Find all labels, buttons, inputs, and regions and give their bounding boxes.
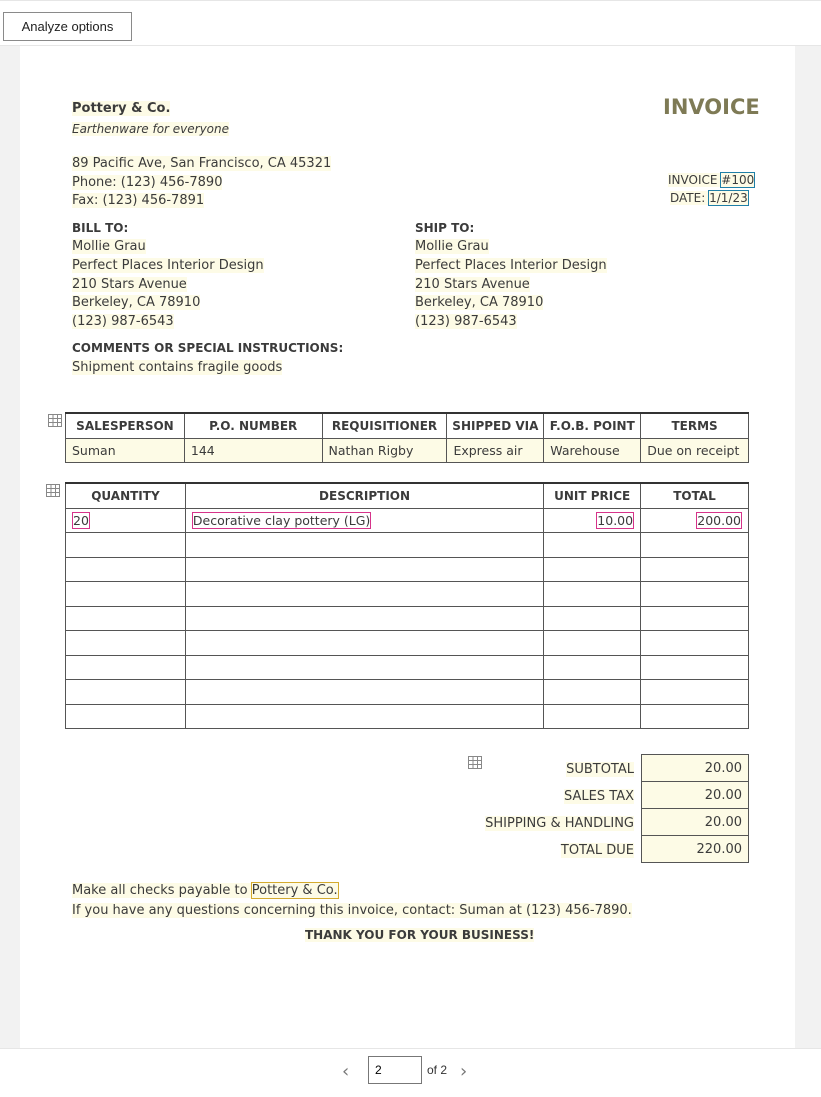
table-header: TOTAL [641,483,749,508]
invoice-date-field[interactable]: 1/1/23 [709,191,748,205]
ship-to-street: 210 Stars Avenue [415,277,530,292]
salesperson-cell: Suman [66,438,185,462]
chevron-right-icon[interactable]: › [460,1061,468,1082]
line-items-table [65,482,749,729]
comments-text: Shipment contains fragile goods [72,360,283,375]
document-viewer[interactable] [0,46,821,1048]
sales-tax-label: SALES TAX [564,789,634,804]
shipped-via-cell: Express air [447,438,544,462]
table-icon[interactable] [46,484,60,497]
pager-bar [0,1048,821,1097]
table-header: TERMS [641,413,749,438]
table-header: SALESPERSON [66,413,185,438]
table-header-row [66,413,749,438]
invoice-number-label: INVOICE [668,173,718,187]
ship-to-name: Mollie Grau [415,239,489,254]
ship-to-city: Berkeley, CA 78910 [415,295,544,310]
shipping-info-table [65,412,749,463]
unit-price-cell [544,508,641,533]
description-cell [185,508,543,533]
unit-price-field[interactable]: 10.00 [597,512,634,528]
fob-point-cell: Warehouse [544,438,641,462]
bill-to-phone: (123) 987-6543 [72,314,174,329]
bill-to-company: Perfect Places Interior Design [72,258,264,273]
table-header: QUANTITY [66,483,186,508]
total-due-value: 220.00 [642,836,749,863]
page-count-label: of 2 [427,1063,448,1077]
table-icon[interactable] [468,756,482,769]
chevron-left-icon[interactable]: ‹ [342,1061,350,1082]
ship-to-heading: SHIP TO: [415,221,475,235]
table-row [66,606,749,631]
checks-payee-field[interactable]: Pottery & Co. [251,883,338,898]
company-address: 89 Pacific Ave, San Francisco, CA 45321 [72,156,332,171]
table-header-row [66,483,749,508]
bill-to-city: Berkeley, CA 78910 [72,295,201,310]
company-name: Pottery & Co. [72,101,171,116]
page-number-input[interactable] [368,1056,422,1084]
invoice-number-row [668,173,754,187]
shipping-handling-label: SHIPPING & HANDLING [485,816,634,831]
table-row [66,582,749,607]
table-header: F.O.B. POINT [544,413,641,438]
table-header: SHIPPED VIA [447,413,544,438]
table-row [66,438,749,462]
table-row [66,533,749,558]
questions-line: If you have any questions concerning this invoice, contact: Suman at (123) 456-7890. [72,903,632,918]
terms-cell: Due on receipt [641,438,749,462]
ship-to-company: Perfect Places Interior Design [415,258,607,273]
company-tagline: Earthenware for everyone [72,122,230,136]
sales-tax-value: 20.00 [642,782,749,809]
line-total-field[interactable]: 200.00 [697,512,741,528]
totals-table [641,754,749,863]
checks-payable-line [72,883,338,898]
total-due-label: TOTAL DUE [560,843,634,858]
table-row [66,680,749,705]
table-header: UNIT PRICE [544,483,641,508]
table-row [66,655,749,680]
description-field[interactable]: Decorative clay pottery (LG) [192,512,371,528]
po-number-cell: 144 [184,438,322,462]
thank-you-line: THANK YOU FOR YOUR BUSINESS! [305,928,535,942]
bill-to-street: 210 Stars Avenue [72,277,187,292]
ship-to-phone: (123) 987-6543 [415,314,517,329]
table-row [66,704,749,729]
invoice-document [0,46,821,1048]
table-header: REQUISITIONER [322,413,447,438]
bill-to-name: Mollie Grau [72,239,146,254]
table-row [66,508,749,533]
invoice-number-field[interactable]: #100 [721,173,755,187]
company-fax: Fax: (123) 456-7891 [72,193,205,208]
checks-payable-prefix: Make all checks payable to [72,883,248,898]
requisitioner-cell: Nathan Rigby [322,438,447,462]
table-row [66,631,749,656]
analyze-options-button[interactable]: Analyze options [3,12,132,41]
table-header: P.O. NUMBER [184,413,322,438]
invoice-title: INVOICE [663,95,760,119]
comments-heading: COMMENTS OR SPECIAL INSTRUCTIONS: [72,341,344,355]
table-row [66,557,749,582]
shipping-handling-value: 20.00 [642,809,749,836]
company-phone: Phone: (123) 456-7890 [72,175,223,190]
table-header: DESCRIPTION [185,483,543,508]
invoice-date-row [670,191,748,205]
total-cell [641,508,749,533]
quantity-field[interactable]: 20 [73,512,89,528]
invoice-date-label: DATE: [670,191,706,205]
quantity-cell [66,508,186,533]
table-icon[interactable] [48,414,62,427]
bill-to-heading: BILL TO: [72,221,129,235]
subtotal-value: 20.00 [642,755,749,782]
subtotal-label: SUBTOTAL [566,762,634,777]
toolbar [0,0,821,46]
